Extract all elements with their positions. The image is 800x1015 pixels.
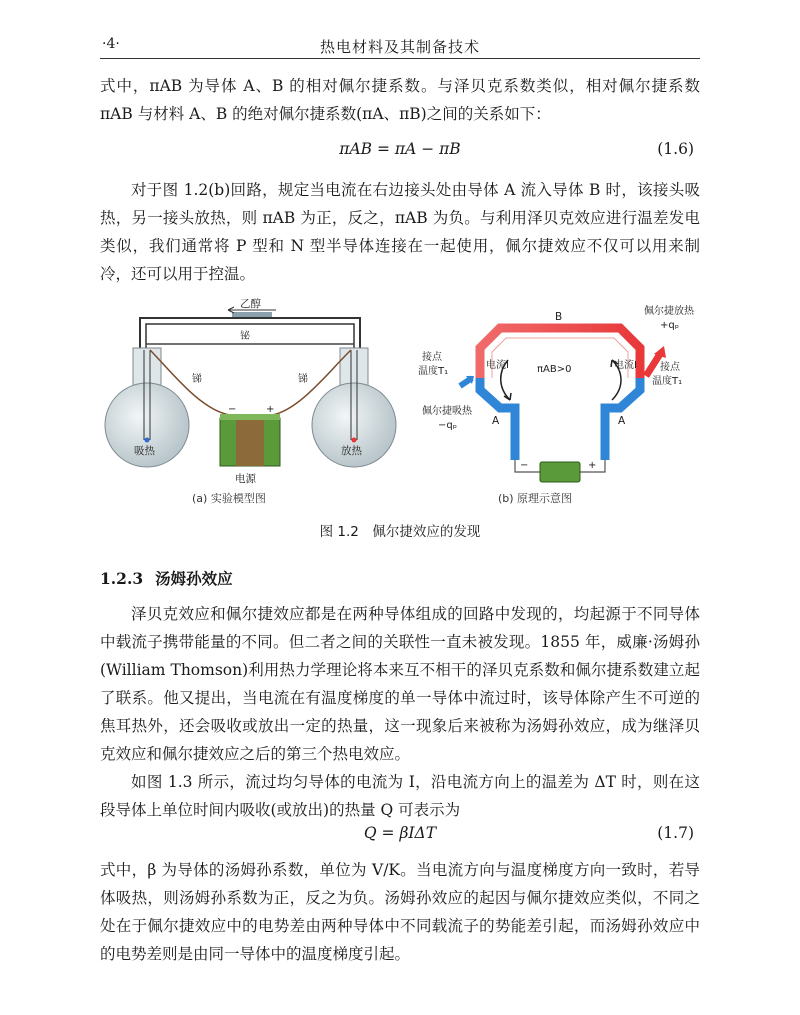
label-source-plus: + (266, 404, 275, 415)
label-top-wire: 铋 (240, 331, 250, 342)
label-release-2: +qₚ (660, 320, 680, 331)
label-source-minus: − (228, 404, 237, 415)
label-junction-right-2: 温度T₁ (652, 376, 683, 387)
label-source: 电源 (235, 473, 256, 485)
section-number: 1.2.3 (100, 569, 144, 588)
label-junction-left-2: 温度T₁ (418, 366, 449, 377)
equation-body: πAB = πA − πB (339, 140, 461, 158)
section-title: 汤姆孙效应 (155, 570, 233, 588)
section-heading (100, 567, 233, 589)
page-number: ·4· (102, 36, 120, 52)
flask-neck-right (340, 348, 368, 388)
label-absorb-1: 佩尔捷吸热 (422, 406, 472, 417)
figure-drawing (100, 290, 700, 515)
label-release-1: 佩尔捷放热 (644, 306, 694, 317)
figure-1-2 (100, 290, 700, 515)
release-arrow (646, 354, 660, 376)
figure-caption: 图 1.2 佩尔捷效应的发现 (319, 524, 481, 540)
label-a-left: A (492, 415, 500, 427)
ethanol-tube (232, 312, 272, 317)
caption-panel-a: (a) 实验模型图 (192, 492, 266, 505)
label-absorb-2: −qₚ (438, 420, 458, 431)
equation-1-6 (100, 140, 700, 166)
equation-body: Q = βIΔT (363, 824, 437, 842)
label-b-plus: + (588, 460, 597, 471)
label-b: B (555, 311, 563, 323)
paragraph-5: 式中，β 为导体的汤姆孙系数，单位为 V/K。当电流方向与温度梯度方向一致时，若导体吸热，则汤姆孙系数为正，反之为负。汤姆孙效应的起因与佩尔捷效应类似，不同之处在于佩尔捷效应中的电势差由两种导体中不同载流子的势能差引起，而汤姆孙效应中的电势差则是由同一导体中的温度梯度引起。 (100, 861, 700, 963)
paragraph-4: 如图 1.3 所示，流过均匀导体的电流为 I，沿电流方向上的温差为 ΔT 时，则在这段导体上单位时间内吸收(或放出)的热量 Q 可表示为 (100, 773, 700, 819)
label-absorb: 吸热 (134, 445, 155, 457)
label-current-left: 电流I (486, 360, 509, 371)
label-left-wire: 锑 (192, 374, 202, 385)
panel-b (418, 304, 695, 482)
label-junction-right-1: 接点 (660, 362, 680, 373)
label-release: 放热 (341, 445, 362, 457)
label-pi-ab: πAB>0 (537, 364, 572, 375)
paragraph-1: 式中，πAB 为导体 A、B 的相对佩尔捷系数。与泽贝克系数类似，相对佩尔捷系数 πAB 与材料 A、B 的绝对佩尔捷系数(πA、πB)之间的关系如下： (100, 77, 700, 123)
flask-neck-left (133, 348, 161, 388)
equation-1-7 (100, 824, 700, 850)
power-source (220, 404, 280, 466)
page-header (100, 36, 700, 58)
header-rule (100, 58, 700, 59)
label-junction-left-1: 接点 (422, 352, 442, 363)
label-current-right: 电流I (614, 360, 637, 371)
battery-b (540, 462, 580, 482)
paragraph-3: 泽贝克效应和佩尔捷效应都是在两种导体组成的回路中发现的，均起源于不同导体中载流子携带能量的不同。但二者之间的关联性一直未被发现。1855 年，威廉·汤姆孙(William Thomson)利用热力学理论将本来互不相干的泽贝克系数和佩尔捷系数建立起了联系。他又提出，当电流在有温度梯度的单一导体中流过时，该导体除产生不可逆的焦耳热外，还会吸收或放出一定的热量，这一现象后来被称为汤姆孙效应，成为继泽贝克效应和佩尔捷效应之后的第三个热电效应。 (100, 605, 700, 763)
equation-number: (1.7) (657, 824, 694, 842)
label-right-wire: 锑 (298, 374, 308, 385)
caption-panel-b: (b) 原理示意图 (498, 492, 573, 505)
panel-a (105, 297, 396, 485)
label-ethanol: 乙醇 (240, 298, 261, 310)
equation-number: (1.6) (657, 140, 694, 158)
label-a-right: A (618, 415, 626, 427)
paragraph-2: 对于图 1.2(b)回路，规定当电流在右边接头处由导体 A 流入导体 B 时，该接头吸热，另一接头放热，则 πAB 为正，反之，πAB 为负。与利用泽贝克效应进行温差发电类似，我们通常将 P 型和 N 型半导体连接在一起使用，佩尔捷效应不仅可以用来制冷，还可以用于控温。 (100, 181, 700, 283)
label-b-minus: − (520, 460, 529, 471)
running-title: 热电材料及其制备技术 (319, 38, 480, 56)
